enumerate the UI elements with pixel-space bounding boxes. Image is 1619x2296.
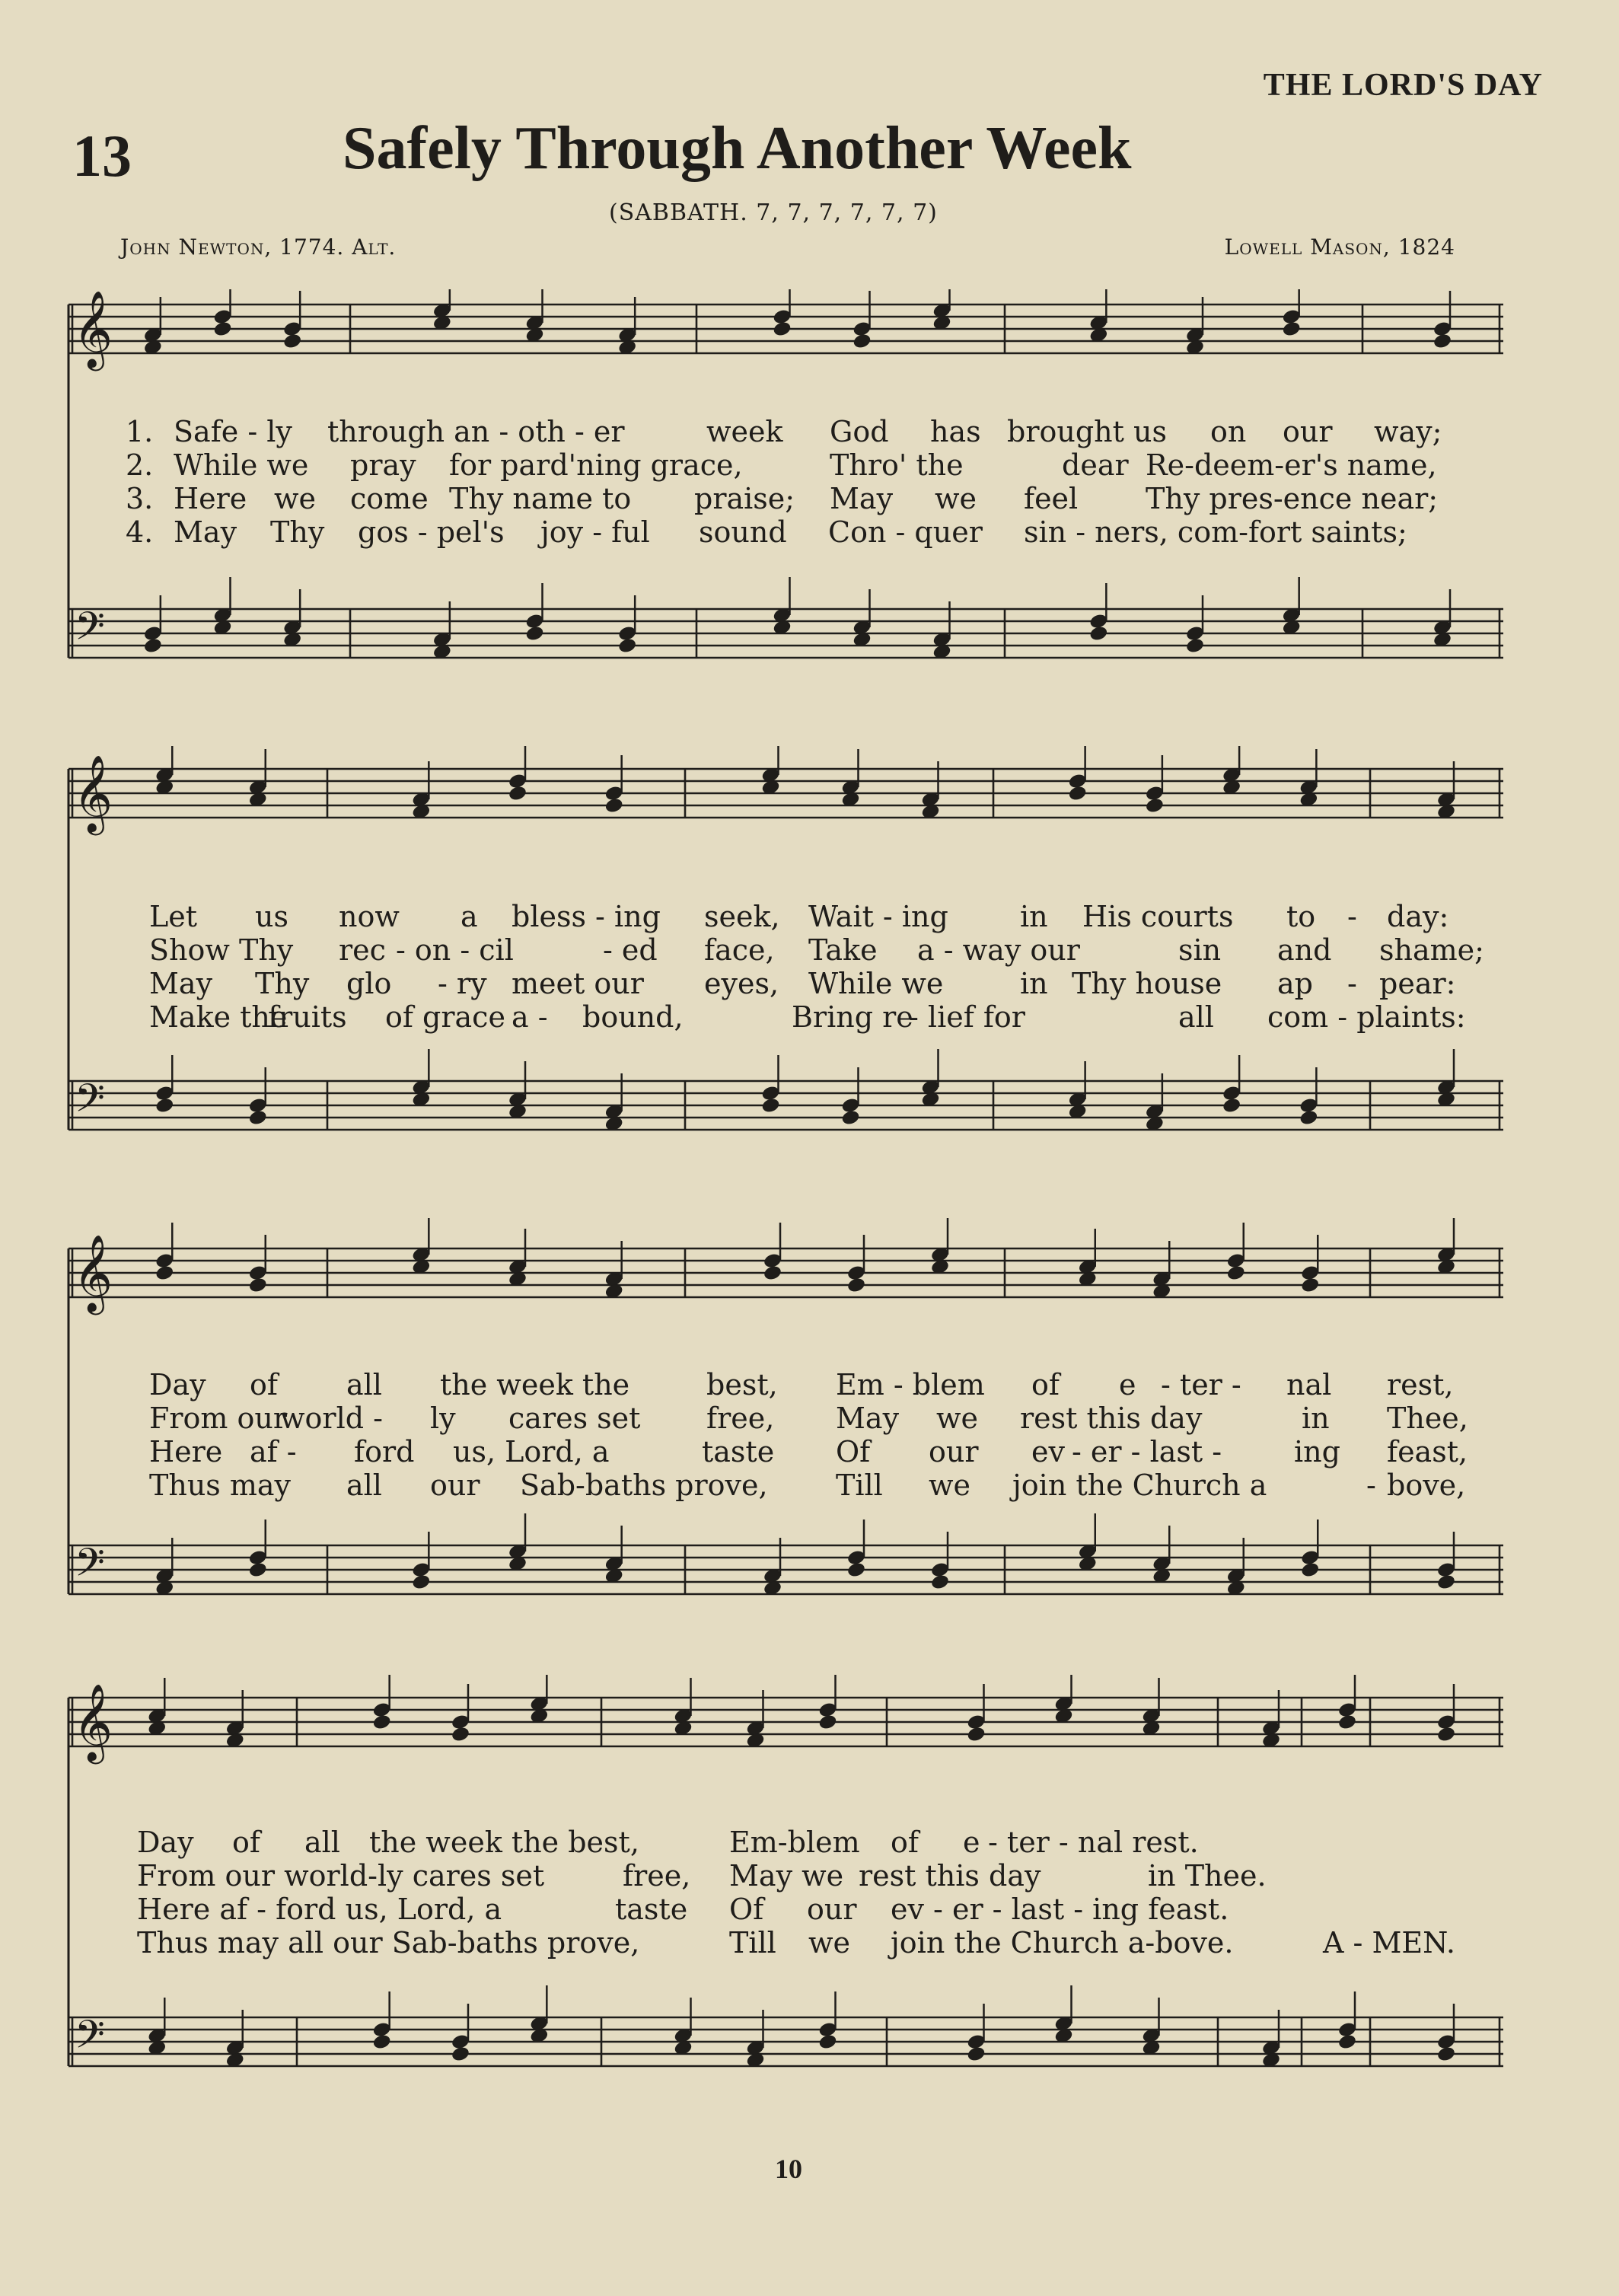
lyric-word: From our	[149, 1402, 288, 1435]
lyric-word: cares set	[508, 1402, 641, 1435]
lyric-word: a -	[512, 1000, 548, 1034]
lyric-verse-3	[0, 1435, 1619, 1468]
lyric-word: of	[250, 1368, 278, 1402]
lyric-word: Bring re	[792, 1000, 913, 1034]
lyric-word: face,	[704, 933, 775, 967]
lyric-verse-2	[0, 933, 1619, 967]
lyric-word: meet our	[512, 967, 644, 1000]
lyric-word: we	[936, 1402, 979, 1435]
note-head	[1436, 1726, 1456, 1743]
note-head	[617, 637, 637, 655]
lyric-word: - ed	[603, 933, 658, 967]
hymn-number: 13	[72, 123, 132, 189]
lyric-word: taste	[702, 1435, 775, 1468]
bass-clef-icon: 𝄢	[75, 1075, 105, 1130]
lyric-word: all	[304, 1826, 340, 1859]
lyric-word: -	[1347, 900, 1357, 933]
lyric-word: eyes,	[704, 967, 779, 1000]
note-head	[1282, 320, 1302, 338]
lyric-word: the week the	[440, 1368, 630, 1402]
lyric-word: come	[350, 482, 429, 515]
lyric-word: ly	[430, 1402, 456, 1435]
lyric-word: join the Church a	[1012, 1468, 1267, 1502]
hymn-title: Safely Through Another Week	[343, 115, 1132, 182]
lyric-word: Day	[149, 1368, 206, 1402]
lyric-word: taste	[615, 1893, 688, 1926]
lyric-word: - ter - nal rest.	[988, 1826, 1199, 1859]
lyric-word: e	[963, 1826, 980, 1859]
composer-credit: Lowell Mason, 1824	[1224, 234, 1455, 260]
lyric-word: 1.	[126, 415, 154, 448]
lyric-word: Here	[174, 482, 247, 515]
lyric-word: - lief for	[909, 1000, 1025, 1034]
lyric-verse-1	[0, 415, 1619, 448]
lyric-word: rest,	[1387, 1368, 1454, 1402]
lyric-word: rest this day	[1020, 1402, 1203, 1435]
lyric-word: world -	[280, 1402, 383, 1435]
lyric-word: May	[149, 967, 213, 1000]
note-head	[1145, 797, 1165, 815]
note-head	[966, 1726, 986, 1743]
lyric-word: Safe - ly	[174, 415, 292, 448]
lyric-word: in	[1020, 967, 1048, 1000]
lyric-word: sin - ners, com-fort saints;	[1024, 515, 1407, 549]
lyric-word: we	[274, 482, 317, 515]
lyric-word: af -	[250, 1435, 297, 1468]
note-head	[1337, 1714, 1357, 1731]
lyric-word: Thy pres-ence near;	[1146, 482, 1439, 515]
note-head	[1088, 625, 1108, 643]
lyric-word: May	[830, 482, 894, 515]
note-head	[1337, 2033, 1357, 2051]
lyric-word: Em-blem	[729, 1826, 860, 1859]
lyric-verse-3	[0, 967, 1619, 1000]
lyric-verse-4	[0, 515, 1619, 549]
lyric-word: all	[1178, 1000, 1214, 1034]
note-head	[411, 1574, 431, 1591]
lyric-word: Thro' the	[830, 448, 964, 482]
note-head	[248, 1561, 268, 1579]
note-head	[817, 1714, 837, 1731]
lyric-word: e	[1119, 1368, 1136, 1402]
lyric-word: glo	[346, 967, 392, 1000]
lyric-word: May	[836, 1402, 900, 1435]
lyric-word: Let	[149, 900, 197, 933]
note-head	[1300, 1277, 1320, 1294]
bass-clef-icon: 𝄢	[75, 1539, 105, 1595]
lyric-word: seek,	[704, 900, 780, 933]
lyric-word: free,	[623, 1859, 691, 1893]
note-head	[1068, 785, 1088, 802]
note-head	[1185, 637, 1205, 655]
lyric-word: all	[346, 1468, 382, 1502]
lyric-word: Till	[729, 1926, 776, 1960]
note-head	[372, 1714, 392, 1731]
bass-clef-icon: 𝄢	[75, 2011, 105, 2067]
treble-clef-icon: 𝄞	[73, 754, 113, 832]
section-heading: THE LORD'S DAY	[1263, 68, 1543, 103]
lyric-verse-2	[0, 1859, 1619, 1893]
lyric-word: -	[1347, 967, 1357, 1000]
lyric-word: all	[346, 1368, 382, 1402]
lyric-word: Re-deem-er's name,	[1146, 448, 1437, 482]
lyric-word: Till	[836, 1468, 883, 1502]
lyric-word: us, Lord, a	[453, 1435, 610, 1468]
lyric-word: sin	[1178, 933, 1222, 967]
lyric-word: of	[1031, 1368, 1060, 1402]
note-head	[248, 1277, 268, 1294]
lyric-word: bless - ing	[512, 900, 661, 933]
lyric-word: feast,	[1387, 1435, 1468, 1468]
lyric-word: week	[706, 415, 783, 448]
lyric-word: Thy house	[1072, 967, 1222, 1000]
lyric-word: a - way our	[917, 933, 1080, 967]
note-head	[760, 1097, 780, 1115]
lyric-verse-2	[0, 1402, 1619, 1435]
lyric-word: Day	[137, 1826, 194, 1859]
note-head	[772, 320, 792, 338]
lyric-word: dear	[1062, 448, 1129, 482]
lyric-word: gos - pel's	[358, 515, 505, 549]
page-number: 10	[775, 2154, 802, 2184]
lyric-word: -	[1366, 1468, 1376, 1502]
note-head	[966, 2046, 986, 2063]
lyric-word: Make the	[149, 1000, 288, 1034]
lyric-word: Take	[808, 933, 878, 967]
lyric-word: ev	[1031, 1435, 1065, 1468]
lyric-word: 2.	[126, 448, 154, 482]
lyric-word: now	[339, 900, 400, 933]
note-head	[524, 625, 544, 643]
lyric-word: - ry	[438, 967, 487, 1000]
lyric-verse-4	[0, 1926, 1619, 1960]
lyric-word: sound	[699, 515, 787, 549]
lyric-word: us	[255, 900, 288, 933]
lyric-word: - ter -	[1161, 1368, 1241, 1402]
lyric-word: Thy	[270, 515, 325, 549]
lyric-verse-4	[0, 1000, 1619, 1034]
lyric-word: has	[930, 415, 981, 448]
lyric-word: in	[1302, 1402, 1330, 1435]
treble-clef-icon: 𝄞	[73, 1233, 113, 1312]
lyric-word: rest this day	[859, 1859, 1041, 1893]
lyric-word: Thy name to	[449, 482, 632, 515]
lyric-word: of	[232, 1826, 260, 1859]
lyric-word: our	[807, 1893, 857, 1926]
lyric-word: pear:	[1379, 967, 1456, 1000]
lyric-word: joy - ful	[540, 515, 650, 549]
note-head	[763, 1264, 782, 1282]
lyric-word: in Thee.	[1148, 1859, 1267, 1893]
note-head	[508, 785, 527, 802]
lyric-word: Of	[729, 1893, 764, 1926]
note-head	[846, 1561, 866, 1579]
lyric-word: bound,	[582, 1000, 684, 1034]
lyric-word: While we	[174, 448, 309, 482]
lyric-word: our	[929, 1435, 979, 1468]
lyric-word: 3.	[126, 482, 154, 515]
lyric-word: ap	[1277, 967, 1313, 1000]
lyric-word: feel	[1024, 482, 1079, 515]
lyric-word: Con - quer	[828, 515, 983, 549]
lyric-word: rec	[339, 933, 386, 967]
lyric-word: ford	[354, 1435, 415, 1468]
lyric-word: His courts	[1082, 900, 1234, 933]
lyric-word: Here	[149, 1435, 223, 1468]
lyric-word: our	[430, 1468, 480, 1502]
note-head	[930, 1574, 950, 1591]
lyric-word: Thee,	[1387, 1402, 1468, 1435]
lyric-word: on	[1210, 415, 1247, 448]
lyric-word: ing	[1294, 1435, 1340, 1468]
lyric-word: May	[174, 515, 237, 549]
lyric-verse-1	[0, 1368, 1619, 1402]
lyric-word: Wait - ing	[808, 900, 948, 933]
note-head	[1300, 1561, 1320, 1579]
lyric-word: From our world-ly cares set	[137, 1859, 545, 1893]
lyric-word: a	[461, 900, 478, 933]
note-head	[604, 797, 624, 815]
lyric-word: in	[1020, 900, 1048, 933]
note-head	[451, 1726, 470, 1743]
lyric-word: the week the best,	[369, 1826, 639, 1859]
lyric-word: day:	[1387, 900, 1449, 933]
note-head	[451, 2046, 470, 2063]
note-head	[143, 637, 163, 655]
lyric-word: of grace	[385, 1000, 505, 1034]
lyric-word: A - MEN.	[1323, 1926, 1455, 1960]
lyric-word: ev - er - last - ing feast.	[891, 1893, 1229, 1926]
lyric-word: through an - oth - er	[327, 415, 625, 448]
lyric-word: Thus may all our Sab-baths prove,	[137, 1926, 640, 1960]
lyric-verse-4	[0, 1468, 1619, 1502]
lyric-word: God	[830, 415, 889, 448]
lyric-word: Show Thy	[149, 933, 294, 967]
lyric-verse-2	[0, 448, 1619, 482]
lyric-word: Of	[836, 1435, 871, 1468]
lyric-word: 4.	[126, 515, 154, 549]
note-head	[1433, 333, 1452, 350]
note-head	[248, 1109, 268, 1127]
lyric-word: for pard'ning grace,	[449, 448, 743, 482]
lyric-word: way;	[1374, 415, 1442, 448]
lyric-verse-1	[0, 900, 1619, 933]
lyric-word: we	[808, 1926, 851, 1960]
note-head	[282, 333, 302, 350]
lyric-word: brought us	[1007, 415, 1167, 448]
author-credit: John Newton, 1774. Alt.	[120, 234, 397, 260]
lyric-word: our	[1283, 415, 1333, 448]
note-head	[155, 1264, 174, 1282]
lyric-word: of	[891, 1826, 919, 1859]
bass-clef-icon: 𝄢	[75, 603, 105, 659]
note-head	[1436, 2046, 1456, 2063]
lyric-verse-3	[0, 482, 1619, 515]
lyric-word: best,	[706, 1368, 778, 1402]
lyric-word: Em - blem	[836, 1368, 985, 1402]
note-head	[852, 333, 872, 350]
lyric-word: com - plaints:	[1267, 1000, 1466, 1034]
lyric-word: nal	[1286, 1368, 1332, 1402]
lyric-word: shame;	[1379, 933, 1484, 967]
lyric-word: - on - cil	[396, 933, 514, 967]
lyric-word: Here af - ford us, Lord, a	[137, 1893, 502, 1926]
note-head	[372, 2033, 392, 2051]
lyric-word: Sab-baths prove,	[520, 1468, 768, 1502]
treble-clef-icon: 𝄞	[73, 289, 113, 368]
lyric-word: we	[929, 1468, 971, 1502]
note-head	[1222, 1097, 1241, 1115]
lyric-word: Thus may	[149, 1468, 292, 1502]
lyric-word: we	[935, 482, 977, 515]
note-head	[817, 2033, 837, 2051]
lyric-word: Thy	[255, 967, 310, 1000]
lyric-word: join the Church a-bove.	[891, 1926, 1234, 1960]
lyric-word: While we	[808, 967, 944, 1000]
lyric-word: - er - last -	[1072, 1435, 1222, 1468]
lyric-word: and	[1277, 933, 1332, 967]
note-head	[212, 320, 232, 338]
note-head	[840, 1109, 860, 1127]
note-head	[1436, 1574, 1456, 1591]
lyric-word: praise;	[694, 482, 795, 515]
lyric-verse-3	[0, 1893, 1619, 1926]
lyric-word: pray	[350, 448, 416, 482]
lyric-word: fruits	[268, 1000, 347, 1034]
lyric-word: bove,	[1387, 1468, 1466, 1502]
note-head	[846, 1277, 866, 1294]
tune-name: (SABBATH. 7, 7, 7, 7, 7, 7)	[609, 199, 938, 226]
note-head	[155, 1097, 174, 1115]
lyric-word: free,	[706, 1402, 775, 1435]
treble-clef-icon: 𝄞	[73, 1682, 113, 1761]
lyric-word: to	[1286, 900, 1316, 933]
lyric-verse-1	[0, 1826, 1619, 1859]
lyric-word: May we	[729, 1859, 844, 1893]
note-head	[1226, 1264, 1246, 1282]
note-head	[1299, 1109, 1318, 1127]
